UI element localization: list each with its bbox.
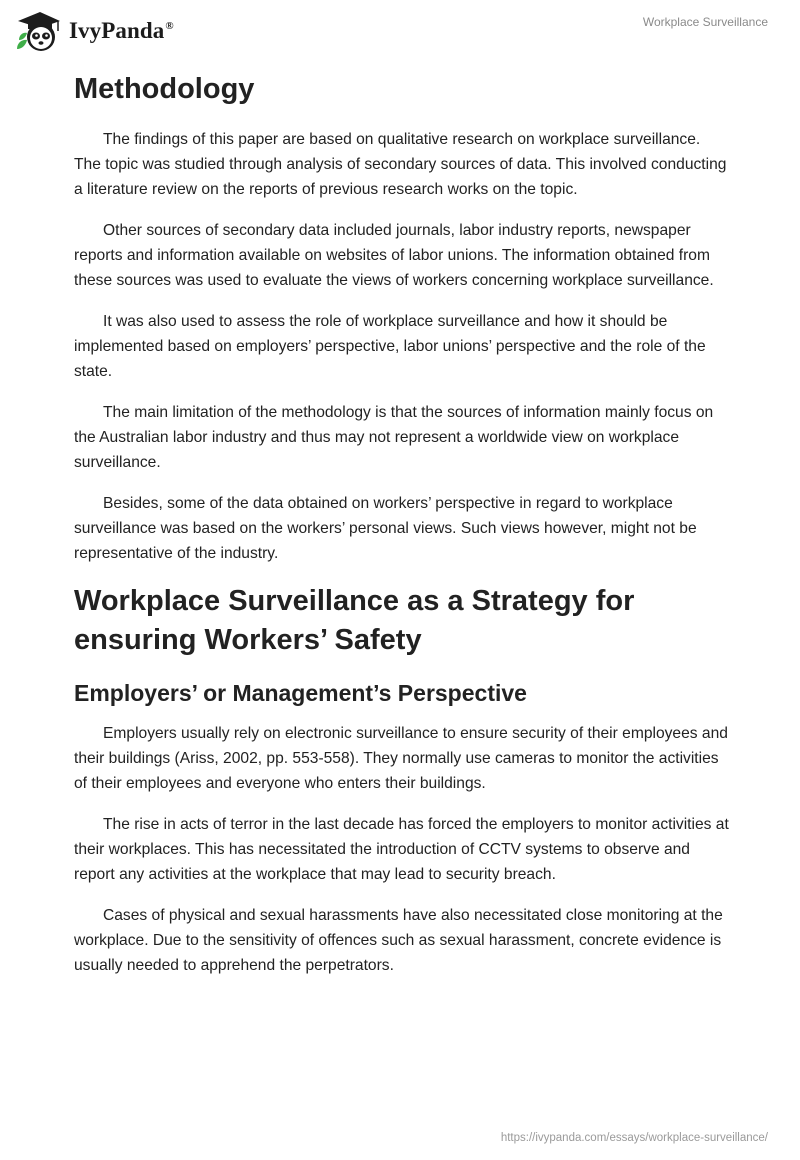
paragraph: Other sources of secondary data included journals, labor industry reports, newspaper reports and information available on websites of labor unions. The information obtained from these sources was used to evaluate the views of workers concerning workplace surveillance. — [74, 222, 714, 289]
document-title: Workplace Surveillance — [642, 15, 768, 29]
ivypanda-logo[interactable] — [14, 9, 174, 53]
paragraph: Cases of physical and sexual harassments have also necessitated close monitoring at the workplace. Due to the sensitivity of offences such as sexual harassment, concrete evidence is usually needed to apprehend the perpetrators. — [74, 907, 723, 974]
paragraph: It was also used to assess the role of workplace surveillance and how it should be implemented based on employers’ perspective, labor unions’ perspective and the role of the state. — [74, 313, 706, 380]
paragraph: The main limitation of the methodology is that the sources of information mainly focus on the Australian labor industry and thus may not represent a worldwide view on workplace surveillance. — [74, 404, 714, 471]
paragraph: Employers usually rely on electronic surveillance to ensure security of their employees and their buildings (Ariss, 2002, pp. 553-558). They normally use cameras to monitor the activities of their employees and everyone who enters their buildings. — [74, 725, 728, 792]
paragraph: Besides, some of the data obtained on workers’ perspective in regard to workplace surveillance was based on the workers’ personal views. Such views however, might not be representative of the industry. — [74, 495, 697, 562]
paragraph: The findings of this paper are based on qualitative research on workplace surveillance. The topic was studied through analysis of secondary sources of data. This involved conducting a literature review on the reports of previous research works on the topic. — [74, 131, 727, 198]
employers-perspective-heading: Employers’ or Management’s Perspective — [74, 680, 527, 706]
strategy-heading: Workplace Surveillance as a Strategy for ensuring Workers’ Safety — [74, 585, 635, 656]
panda-logo-icon — [14, 9, 62, 53]
article-body — [74, 70, 730, 994]
logo-wordmark: IvyPanda® — [69, 18, 174, 43]
paragraph: The rise in acts of terror in the last decade has forced the employers to monitor activities at their workplaces. This has necessitated the introduction of CCTV systems to observe and report any activities at the workplace that may lead to security breach. — [74, 816, 729, 883]
page-header — [0, 0, 800, 62]
methodology-heading: Methodology — [74, 73, 255, 105]
source-url[interactable]: https://ivypanda.com/essays/workplace-surveillance/ — [500, 1132, 768, 1144]
